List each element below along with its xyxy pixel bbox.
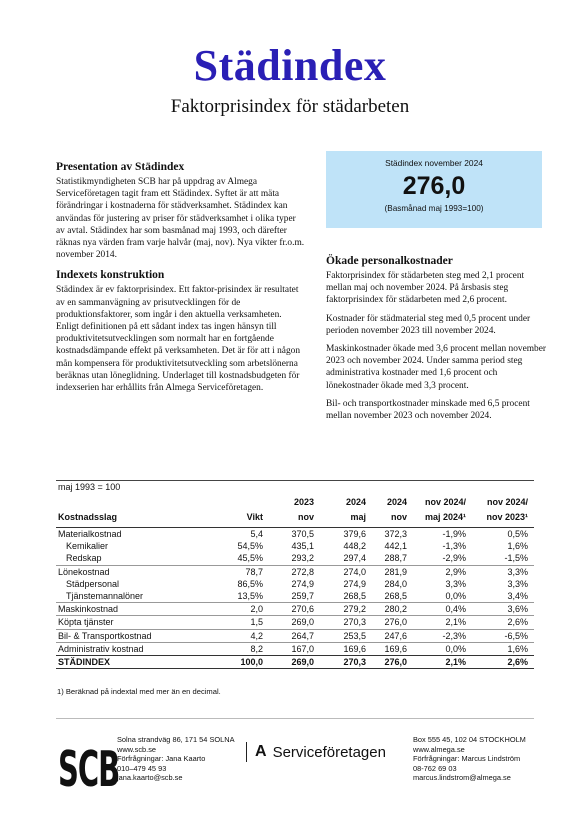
cell-change-half-year: 0,0% — [445, 590, 466, 601]
cell-weight: 5,4 — [250, 529, 263, 539]
almega-contact-line: Förfrågningar: Marcus Lindström — [413, 754, 521, 764]
header-col4-month: nov — [390, 512, 407, 522]
table-row — [56, 578, 534, 590]
page-title: Städindex — [193, 41, 387, 90]
cell-2023-nov: 269,0 — [291, 656, 314, 667]
cell-2024-nov: 247,6 — [384, 630, 407, 641]
header-col3-month: maj — [350, 512, 366, 522]
cell-cost-type: Tjänstemannalöner — [66, 590, 144, 601]
cell-cost-type: Bil- & Transportkostnad — [58, 630, 152, 641]
cell-change-half-year: 0,0% — [445, 643, 466, 654]
header-col6-top: nov 2024/ — [486, 497, 528, 507]
cell-cost-type: Kemikalier — [66, 541, 109, 552]
almega-contact-line: 08-762 69 03 — [413, 763, 457, 773]
cell-2024-maj: 270,3 — [343, 617, 366, 628]
cell-change-half-year: 2,1% — [445, 656, 466, 667]
table-row — [56, 590, 534, 602]
header-weight: Vikt — [246, 512, 263, 522]
construction-text: Städindex är ev faktorprisindex. Ett faktor-prisindex är resultatet av en sammanvägning av prisutvecklingen för de produktionsfaktorer, som ingår i den aktuella verksamheten. Enligt definitionen på ett sådant index tas ingen hänsyn till produktivitetsutvecklingen som normalt har en fortgående kostnadsdämpande effekt på verksamheten. Det är för att i någon mån kompensera för produktivitetsutveckling som arbetslönerna beräknas utan löneglidning. Underlaget till kostnadsbudgeten för indexserien har erhållits från Almega Serviceföretagen. — [56, 285, 301, 394]
cell-2024-maj: 297,4 — [343, 553, 366, 564]
cell-cost-type: Redskap — [66, 553, 102, 564]
table-row — [56, 552, 534, 564]
header-col5-bottom: maj 2024¹ — [424, 512, 466, 522]
cell-2024-maj: 274,0 — [343, 566, 366, 577]
index-box-value: 276,0 — [402, 172, 466, 200]
right-column — [326, 255, 546, 428]
cell-change-year: 3,3% — [507, 566, 528, 577]
cell-cost-type: STÄDINDEX — [58, 656, 111, 667]
cell-change-year: -1,5% — [504, 553, 528, 564]
index-box-label: Städindex november 2024 — [385, 158, 483, 168]
table-row — [56, 629, 534, 642]
table-header — [56, 494, 534, 528]
cell-2024-nov: 169,6 — [384, 643, 407, 654]
cell-change-year: 3,4% — [507, 590, 528, 601]
cell-2023-nov: 435,1 — [291, 541, 314, 552]
table-row — [56, 642, 534, 655]
header-col5-top: nov 2024/ — [424, 497, 466, 507]
presentation-text: Statistikmyndigheten SCB har på uppdrag av Almega Serviceföretagen tagit fram ett Städindex. Syftet är att mäta förändringar i kostnaderna för städverksamhet. Städindex kan användas för justering av priser för städverksamhet i olika typer av avtal. Städindex har som basmånad maj 1993, och därefter räknas nya värden fram varje halvår (maj, nov). Nya vikter fr.o.m. november 2014. — [56, 177, 305, 261]
costs-paragraph: Kostnader för städmaterial steg med 0,5 procent under perioden november 2023 till november 2024. — [326, 313, 531, 336]
cell-2024-nov: 268,5 — [384, 590, 407, 601]
cell-2023-nov: 272,8 — [291, 566, 314, 577]
cell-cost-type: Städpersonal — [66, 578, 120, 589]
cell-2024-maj: 274,9 — [343, 578, 366, 589]
cell-2024-nov: 288,7 — [384, 553, 407, 564]
cell-weight: 1,5 — [250, 617, 263, 628]
serviceforetagen-logo — [246, 742, 386, 762]
cell-weight: 54,5% — [237, 541, 263, 552]
scb-contact-line: 010–479 45 93 — [117, 763, 167, 773]
cell-cost-type: Köpta tjänster — [58, 617, 114, 628]
cell-weight: 86,5% — [237, 578, 263, 589]
cell-2024-nov: 372,3 — [384, 529, 407, 539]
costs-paragraph: Maskinkostnader ökade med 3,6 procent mellan november 2023 och november 2024. Under samma period steg administrativa kostnader med 1,6 procent och lönekostnader ökade med 3,3 procent. — [326, 344, 546, 391]
cell-2023-nov: 259,7 — [291, 590, 314, 601]
cell-change-year: 2,6% — [507, 617, 528, 628]
cell-2024-maj: 448,2 — [343, 541, 366, 552]
header-col2-year: 2023 — [293, 497, 314, 507]
costs-paragraph: Faktorprisindex för städarbeten steg med 2,1 procent mellan maj och november 2024. På årsbasis steg faktorprisindex för städarbeten med 2,6 procent. — [326, 271, 525, 306]
header-col6-bottom: nov 2023¹ — [486, 512, 528, 522]
cell-change-year: 3,6% — [507, 604, 528, 615]
presentation-heading: Presentation av Städindex — [56, 161, 185, 173]
brand-name: Serviceföretagen — [272, 743, 386, 761]
cell-2024-nov: 442,1 — [384, 541, 407, 552]
left-column — [56, 161, 306, 400]
cell-cost-type: Materialkostnad — [58, 529, 122, 539]
cell-2024-maj: 279,2 — [343, 604, 366, 615]
cell-2024-nov: 280,2 — [384, 604, 407, 615]
index-highlight-box — [326, 151, 542, 228]
cell-change-year: -6,5% — [504, 630, 528, 641]
cell-weight: 2,0 — [250, 604, 263, 615]
table-body — [56, 528, 534, 669]
table-base-note: maj 1993 = 100 — [56, 480, 534, 494]
cell-change-half-year: -1,3% — [442, 541, 466, 552]
cell-change-half-year: 0,4% — [445, 604, 466, 615]
cell-change-half-year: -2,3% — [442, 630, 466, 641]
cell-weight: 13,5% — [237, 590, 263, 601]
table-row — [56, 565, 534, 578]
cell-change-year: 3,3% — [507, 578, 528, 589]
index-table — [56, 480, 534, 669]
cell-weight: 45,5% — [237, 553, 263, 564]
cell-2024-nov: 276,0 — [384, 617, 407, 628]
cell-change-half-year: 2,9% — [445, 566, 466, 577]
cell-2023-nov: 293,2 — [291, 553, 314, 564]
cell-change-year: 1,6% — [507, 643, 528, 654]
almega-mark-icon: A — [255, 743, 267, 760]
cell-change-half-year: 2,1% — [445, 617, 466, 628]
header-col4-year: 2024 — [386, 497, 407, 507]
brand-separator — [246, 742, 247, 762]
cell-change-year: 1,6% — [507, 541, 528, 552]
cell-change-half-year: -2,9% — [442, 553, 466, 564]
cell-2024-maj: 270,3 — [343, 656, 366, 667]
cell-change-half-year: -1,9% — [442, 529, 466, 539]
cell-change-half-year: 3,3% — [445, 578, 466, 589]
table-row — [56, 528, 534, 540]
cell-2023-nov: 264,7 — [291, 630, 314, 641]
cell-weight: 100,0 — [240, 656, 263, 667]
page-subtitle: Faktorprisindex för städarbeten — [170, 96, 410, 117]
cell-2023-nov: 167,0 — [291, 643, 314, 654]
scb-contact-line: Solna strandväg 86, 171 54 SOLNA — [117, 735, 235, 744]
table-footnote: 1) Beräknad på indextal med mer än en decimal. — [57, 687, 221, 696]
cell-2023-nov: 274,9 — [291, 578, 314, 589]
scb-contact — [117, 735, 235, 783]
cell-weight: 78,7 — [245, 566, 263, 577]
almega-contact-line: Box 555 45, 102 04 STOCKHOLM — [413, 735, 526, 744]
almega-contact — [413, 735, 526, 783]
almega-contact-line: marcus.lindstrom@almega.se — [413, 773, 511, 783]
header-cost-type: Kostnadsslag — [58, 512, 118, 522]
table-row — [56, 615, 534, 628]
cell-cost-type: Maskinkostnad — [58, 604, 119, 615]
cell-cost-type: Administrativ kostnad — [58, 643, 144, 654]
table-row — [56, 655, 534, 669]
cell-2024-maj: 379,6 — [343, 529, 366, 539]
cell-2023-nov: 269,0 — [291, 617, 314, 628]
cell-2024-maj: 169,6 — [343, 643, 366, 654]
almega-contact-line: www.almega.se — [413, 744, 465, 754]
scb-logo: SCB — [58, 740, 120, 798]
construction-heading: Indexets konstruktion — [56, 269, 165, 282]
table-row — [56, 602, 534, 615]
cell-2024-nov: 284,0 — [384, 578, 407, 589]
cell-weight: 4,2 — [250, 630, 263, 641]
costs-paragraph: Bil- och transportkostnader minskade med 6,5 procent mellan november 2023 och november 2024. — [326, 398, 530, 422]
cell-2024-maj: 268,5 — [343, 590, 366, 601]
header-col2-month: nov — [297, 512, 314, 522]
cell-2024-nov: 281,9 — [384, 566, 407, 577]
costs-heading: Ökade personalkostnader — [326, 255, 453, 267]
cell-2024-nov: 276,0 — [384, 656, 407, 667]
scb-contact-line: www.scb.se — [117, 744, 157, 754]
header-col3-year: 2024 — [345, 497, 366, 507]
cell-2024-maj: 253,5 — [343, 630, 366, 641]
cell-change-year: 2,6% — [507, 656, 528, 667]
scb-contact-line: jana.kaarto@scb.se — [117, 773, 183, 783]
cell-change-year: 0,5% — [507, 529, 528, 539]
cell-cost-type: Lönekostnad — [58, 566, 110, 577]
scb-contact-line: Förfrågningar: Jana Kaarto — [117, 754, 206, 764]
index-box-base: (Basmånad maj 1993=100) — [384, 204, 484, 213]
cell-weight: 8,2 — [250, 643, 263, 654]
cell-2023-nov: 270,6 — [291, 604, 314, 615]
table-row — [56, 540, 534, 552]
footer-divider — [56, 718, 534, 719]
cell-2023-nov: 370,5 — [291, 529, 314, 539]
